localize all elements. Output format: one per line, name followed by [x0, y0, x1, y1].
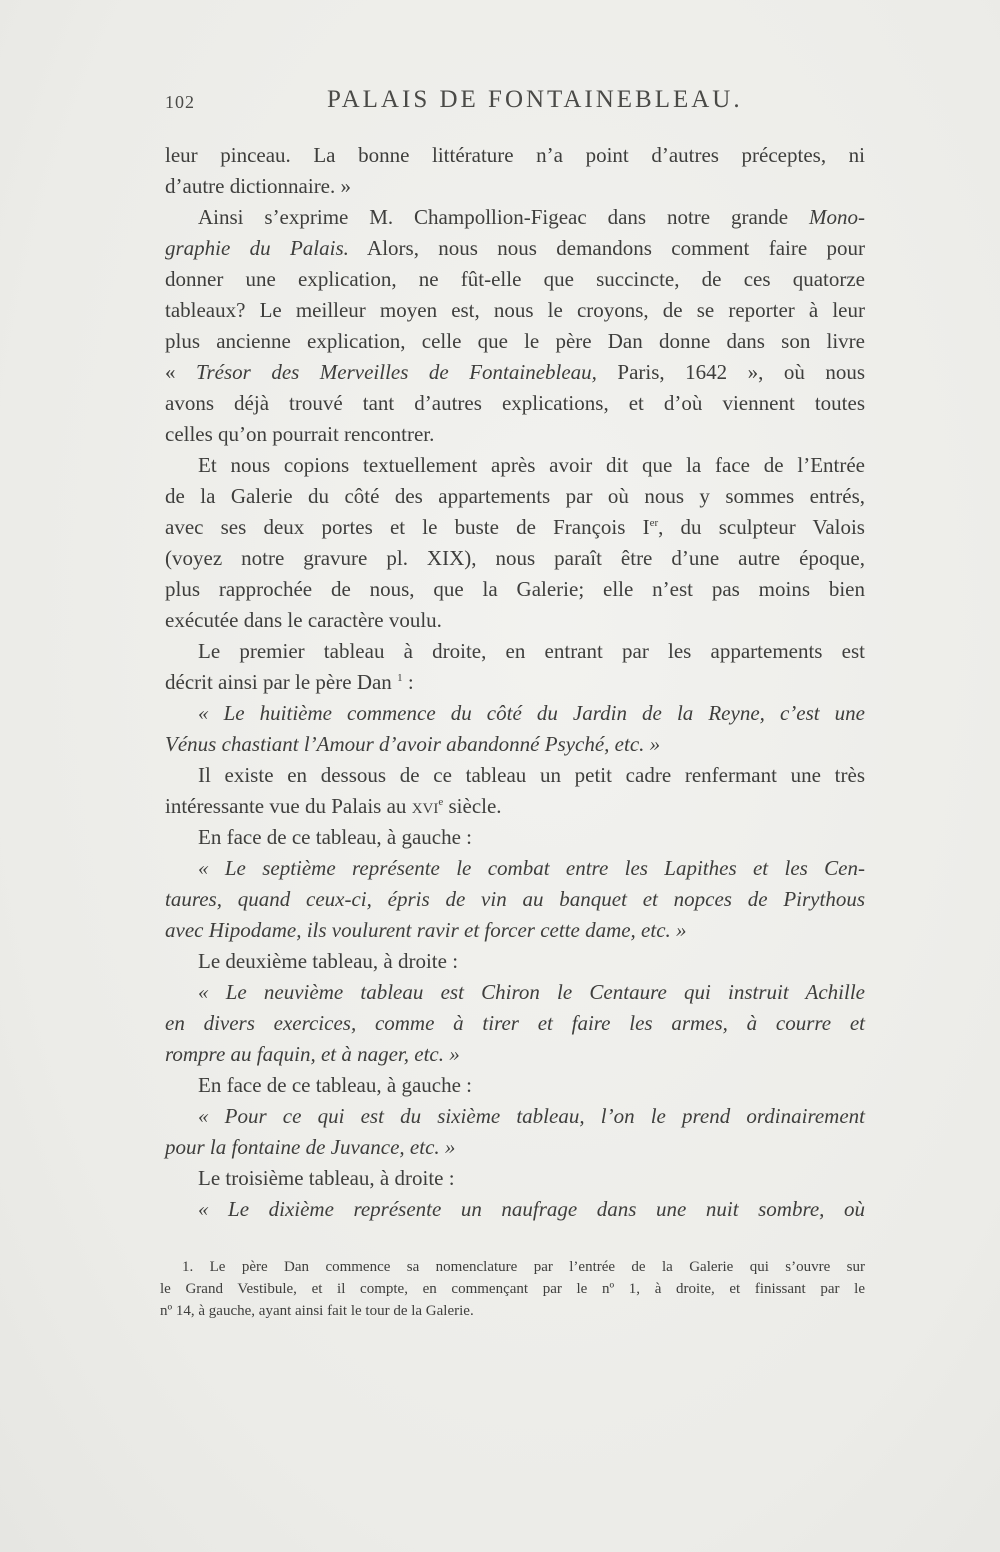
- text-line: donner une explication, ne fût-elle que succincte, de ces quatorze: [165, 267, 865, 291]
- text-run: :: [402, 670, 414, 694]
- text-line: leur pinceau. La bonne littérature n’a point d’autres préceptes, ni: [165, 143, 865, 167]
- text-line: [165, 791, 865, 822]
- text-line: plus rapprochée de nous, que la Galerie; elle n’est pas moins bien: [165, 577, 865, 601]
- quote-line: « Pour ce qui est du sixième tableau, l’on le prend ordinairement: [198, 1104, 865, 1128]
- text-line: [165, 357, 865, 388]
- text-run: Ainsi s’exprime M. Champollion-Figeac dans notre grande: [198, 205, 809, 229]
- text-line: Le premier tableau à droite, en entrant par les appartements est: [198, 639, 865, 663]
- quote-line: « Le neuvième tableau est Chiron le Centaure qui instruit Achille: [198, 980, 865, 1004]
- text-line: (voyez notre gravure pl. XIX), nous paraît être d’une autre époque,: [165, 546, 865, 570]
- superscript: e: [438, 796, 444, 808]
- italic-run: Trésor des Merveilles de Fontainebleau,: [195, 360, 597, 384]
- page-header: [165, 86, 865, 120]
- quote-line: « Le septième représente le combat entre les Lapithes et les Cen-: [198, 856, 865, 880]
- text-line: En face de ce tableau, à gauche :: [198, 825, 472, 849]
- text-run: «: [165, 360, 196, 384]
- text-line: Et nous copions textuellement après avoir dit que la face de l’Entrée: [198, 453, 865, 477]
- text-run: décrit ainsi par le père Dan: [165, 670, 392, 694]
- main-text: [165, 140, 865, 1225]
- quote-line: taures, quand ceux-ci, épris de vin au banquet et nopces de Pirythous: [165, 887, 865, 911]
- text-line: d’autre dictionnaire. »: [165, 174, 352, 198]
- page-number: 102: [165, 92, 195, 112]
- quote-line: rompre au faquin, et à nager, etc. »: [165, 1042, 460, 1066]
- text-run: siècle.: [443, 794, 502, 818]
- text-run: Paris, 1642 », où nous: [596, 360, 865, 384]
- quote-line: en divers exercices, comme à tirer et faire les armes, à courre et: [165, 1011, 865, 1035]
- text-line: En face de ce tableau, à gauche :: [198, 1073, 472, 1097]
- text-line: Il existe en dessous de ce tableau un petit cadre renfermant une très: [198, 763, 865, 787]
- text-line: [165, 667, 865, 698]
- text-line: [165, 233, 865, 264]
- quote-line: « Le dixième représente un naufrage dans une nuit sombre, où: [198, 1197, 865, 1221]
- footnote-ref: 1: [397, 672, 403, 684]
- text-line: plus ancienne explication, celle que le père Dan donne dans son livre: [165, 329, 865, 353]
- superscript: er: [649, 517, 659, 529]
- text-line: avons déjà trouvé tant d’autres explications, et d’où viennent toutes: [165, 391, 865, 415]
- text-run: Alors, nous nous demandons comment faire pour: [348, 236, 865, 260]
- footnotes: [160, 1256, 865, 1322]
- text-run: avec ses deux portes et le buste de François I: [165, 515, 650, 539]
- footnote-line: 1. Le père Dan commence sa nomenclature par l’entrée de la Galerie qui s’ouvre sur: [182, 1259, 865, 1275]
- text-line: Le troisième tableau, à droite :: [198, 1166, 455, 1190]
- running-head: PALAIS DE FONTAINEBLEAU.: [327, 86, 743, 113]
- italic-run: Mono-: [809, 205, 865, 229]
- quote-line: avec Hipodame, ils voulurent ravir et forcer cette dame, etc. »: [165, 918, 687, 942]
- text-line: de la Galerie du côté des appartements par où nous y sommes entrés,: [165, 484, 865, 508]
- text-line: exécutée dans le caractère voulu.: [165, 608, 442, 632]
- text-line: [165, 202, 865, 233]
- text-line: celles qu’on pourrait rencontrer.: [165, 422, 435, 446]
- text-line: [165, 512, 865, 543]
- text-line: Le deuxième tableau, à droite :: [198, 949, 459, 973]
- quote-line: « Le huitième commence du côté du Jardin de la Reyne, c’est une: [198, 701, 865, 725]
- text-line: tableaux? Le meilleur moyen est, nous le croyons, de se reporter à leur: [165, 298, 865, 322]
- quote-line: Vénus chastiant l’Amour d’avoir abandonné Psyché, etc. »: [165, 732, 661, 756]
- italic-run: graphie du Palais.: [165, 236, 349, 260]
- footnote-line: nº 14, à gauche, ayant ainsi fait le tour de la Galerie.: [160, 1303, 474, 1319]
- text-run: , du sculpteur Valois: [658, 515, 865, 539]
- footnote-line: le Grand Vestibule, et il compte, en commençant par le nº 1, à droite, et finissant par le: [160, 1281, 865, 1297]
- quote-line: pour la fontaine de Juvance, etc. »: [165, 1135, 456, 1159]
- small-caps-run: xvi: [411, 794, 439, 818]
- text-run: intéressante vue du Palais au: [165, 794, 412, 818]
